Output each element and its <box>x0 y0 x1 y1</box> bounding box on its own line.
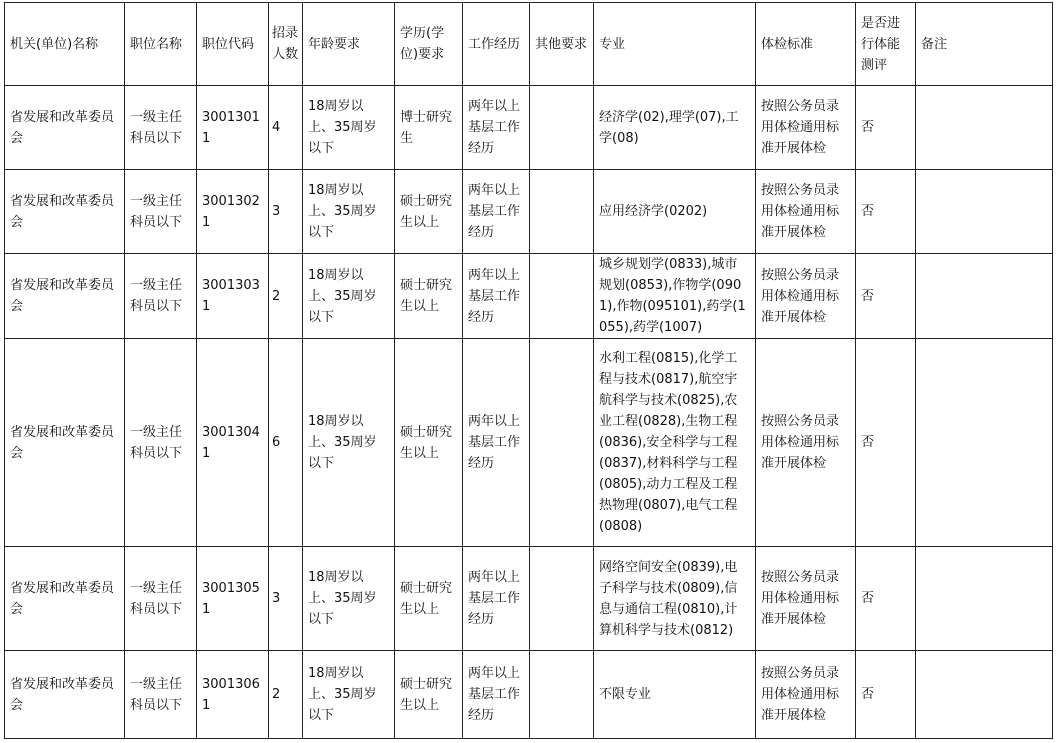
table-row <box>5 170 1053 254</box>
table-row <box>5 547 1053 651</box>
cell-count: 3 <box>269 547 303 651</box>
header-health: 体检标准 <box>756 3 856 86</box>
cell-age: 18周岁以上、35周岁以下 <box>303 547 395 651</box>
header-fitness: 是否进行体能测评 <box>856 3 916 86</box>
cell-age: 18周岁以上、35周岁以下 <box>303 170 395 254</box>
cell-count: 4 <box>269 86 303 170</box>
cell-position: 一级主任科员以下 <box>125 254 197 339</box>
header-experience: 工作经历 <box>463 3 530 86</box>
recruitment-table <box>4 2 1053 739</box>
cell-age: 18周岁以上、35周岁以下 <box>303 651 395 739</box>
cell-unit: 省发展和改革委员会 <box>5 254 125 339</box>
cell-position: 一级主任科员以下 <box>125 339 197 547</box>
cell-age: 18周岁以上、35周岁以下 <box>303 254 395 339</box>
cell-health: 按照公务员录用体检通用标准开展体检 <box>756 547 856 651</box>
cell-code: 30013031 <box>197 254 269 339</box>
cell-major: 不限专业 <box>594 651 756 739</box>
cell-count: 6 <box>269 339 303 547</box>
cell-position: 一级主任科员以下 <box>125 651 197 739</box>
header-other: 其他要求 <box>530 3 594 86</box>
cell-major: 应用经济学(0202) <box>594 170 756 254</box>
cell-other <box>530 86 594 170</box>
cell-fitness: 否 <box>856 86 916 170</box>
table-row <box>5 651 1053 739</box>
cell-education: 硕士研究生以上 <box>395 651 463 739</box>
cell-position: 一级主任科员以下 <box>125 86 197 170</box>
header-remark: 备注 <box>916 3 1053 86</box>
cell-other <box>530 170 594 254</box>
cell-position: 一级主任科员以下 <box>125 170 197 254</box>
cell-fitness: 否 <box>856 651 916 739</box>
cell-remark <box>916 86 1053 170</box>
cell-health: 按照公务员录用体检通用标准开展体检 <box>756 86 856 170</box>
cell-experience: 两年以上基层工作经历 <box>463 339 530 547</box>
cell-unit: 省发展和改革委员会 <box>5 547 125 651</box>
cell-experience: 两年以上基层工作经历 <box>463 254 530 339</box>
cell-other <box>530 254 594 339</box>
header-row <box>5 3 1053 86</box>
cell-unit: 省发展和改革委员会 <box>5 651 125 739</box>
cell-experience: 两年以上基层工作经历 <box>463 170 530 254</box>
cell-unit: 省发展和改革委员会 <box>5 339 125 547</box>
cell-age: 18周岁以上、35周岁以下 <box>303 339 395 547</box>
cell-major: 水利工程(0815),化学工程与技术(0817),航空宇航科学与技术(0825),农业工程(0828),生物工程(0836),安全科学与工程(0837),材料科学与工程(0805),动力工程及工程热物理(0807),电气工程(0808) <box>594 339 756 547</box>
cell-major: 城乡规划学(0833),城市规划(0853),作物学(0901),作物(095101),药学(1055),药学(1007) <box>594 254 756 339</box>
cell-health: 按照公务员录用体检通用标准开展体检 <box>756 254 856 339</box>
cell-count: 3 <box>269 170 303 254</box>
cell-health: 按照公务员录用体检通用标准开展体检 <box>756 339 856 547</box>
cell-other <box>530 651 594 739</box>
cell-code: 30013041 <box>197 339 269 547</box>
cell-code: 30013061 <box>197 651 269 739</box>
cell-education: 博士研究生 <box>395 86 463 170</box>
cell-fitness: 否 <box>856 170 916 254</box>
cell-remark <box>916 170 1053 254</box>
cell-count: 2 <box>269 254 303 339</box>
cell-fitness: 否 <box>856 254 916 339</box>
cell-remark <box>916 339 1053 547</box>
cell-unit: 省发展和改革委员会 <box>5 86 125 170</box>
cell-code: 30013011 <box>197 86 269 170</box>
cell-experience: 两年以上基层工作经历 <box>463 651 530 739</box>
cell-position: 一级主任科员以下 <box>125 547 197 651</box>
header-count: 招录人数 <box>269 3 303 86</box>
cell-health: 按照公务员录用体检通用标准开展体检 <box>756 170 856 254</box>
cell-major: 经济学(02),理学(07),工学(08) <box>594 86 756 170</box>
cell-code: 30013021 <box>197 170 269 254</box>
cell-education: 硕士研究生以上 <box>395 339 463 547</box>
cell-experience: 两年以上基层工作经历 <box>463 86 530 170</box>
header-education: 学历(学位)要求 <box>395 3 463 86</box>
cell-experience: 两年以上基层工作经历 <box>463 547 530 651</box>
cell-other <box>530 339 594 547</box>
cell-count: 2 <box>269 651 303 739</box>
cell-remark <box>916 547 1053 651</box>
header-major: 专业 <box>594 3 756 86</box>
header-unit: 机关(单位)名称 <box>5 3 125 86</box>
cell-fitness: 否 <box>856 547 916 651</box>
cell-major: 网络空间安全(0839),电子科学与技术(0809),信息与通信工程(0810),计算机科学与技术(0812) <box>594 547 756 651</box>
cell-education: 硕士研究生以上 <box>395 170 463 254</box>
cell-education: 硕士研究生以上 <box>395 254 463 339</box>
cell-health: 按照公务员录用体检通用标准开展体检 <box>756 651 856 739</box>
cell-remark <box>916 254 1053 339</box>
table-row <box>5 86 1053 170</box>
cell-other <box>530 547 594 651</box>
cell-education: 硕士研究生以上 <box>395 547 463 651</box>
cell-remark <box>916 651 1053 739</box>
cell-fitness: 否 <box>856 339 916 547</box>
cell-code: 30013051 <box>197 547 269 651</box>
table-row <box>5 339 1053 547</box>
header-age: 年龄要求 <box>303 3 395 86</box>
header-code: 职位代码 <box>197 3 269 86</box>
header-position: 职位名称 <box>125 3 197 86</box>
cell-unit: 省发展和改革委员会 <box>5 170 125 254</box>
table-row <box>5 254 1053 339</box>
cell-age: 18周岁以上、35周岁以下 <box>303 86 395 170</box>
